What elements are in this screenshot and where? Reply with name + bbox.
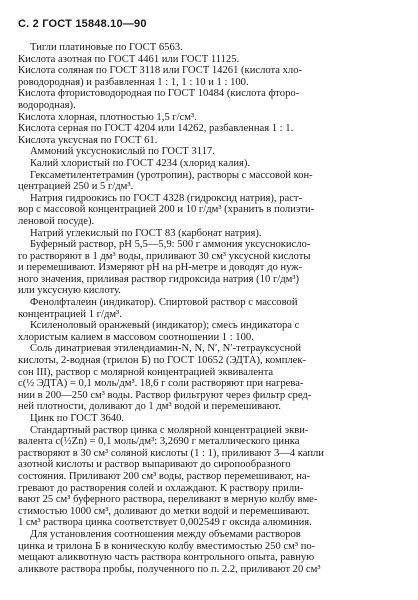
text-line: Для установления соотношения между объемами растворов xyxy=(30,528,301,540)
text-line: кислоты, 2-водная (трилон Б) по ГОСТ 10652 (ЭДТА), комплек- xyxy=(18,355,307,367)
text-line: нии в 200—250 см³ воды. Раствор фильтруют через фильтр сред- xyxy=(18,389,312,401)
text-line: Фенолфталеин (индикатор). Спиртовой раствор с массовой xyxy=(30,297,298,309)
text-line: Стандартный раствор цинка с молярной концентрацией экви- xyxy=(30,424,309,436)
text-line: Кислота азотная по ГОСТ 4461 или ГОСТ 11125. xyxy=(18,53,240,65)
text-line: аликвоте раствора пробы, полученного по п. 2.2, приливают 20 см³ xyxy=(18,563,321,575)
text-line: Кислота уксусная по ГОСТ 61. xyxy=(18,134,158,146)
text-line: Тигли платиновые по ГОСТ 6563. xyxy=(30,42,183,53)
text-line: и перемешивают. Измеряют pH на pH-метре и доводят до нуж- xyxy=(18,262,303,274)
text-line: концентрацией 1 г/дм³. xyxy=(18,308,122,320)
text-line: сон III), раствор с молярной концентрацией эквивалента xyxy=(18,366,274,378)
text-line: хлористым калием в массовом соотношении 1 : 100. xyxy=(18,331,254,343)
text-line: Ксиленоловый оранжевый (индикатор); смесь индикатора с xyxy=(30,320,300,332)
text-line: или уксусную кислоту. xyxy=(18,285,121,297)
text-line: роводородная) и разбавленная 1 : 1, 1 : 10 и 1 : 100. xyxy=(18,76,249,88)
text-line: 1 см³ раствора цинка соответствует 0,002549 г оксида алюминия. xyxy=(18,517,312,529)
text-line: ного значения, приливая раствор гидроксида натрия (10 г/дм³) xyxy=(18,273,300,285)
text-line: азотной кислоты и раствор выпаривают до сиропообразного xyxy=(18,459,291,471)
text-line: го растворяют в 1 дм³ воды, приливают 30 см³ уксусной кислоты xyxy=(18,250,311,262)
document-body xyxy=(18,42,400,575)
text-line: растворяют в 30 см³ соляной кислоты (1 : 1), приливают 3—4 капли xyxy=(18,447,324,459)
text-line: водородная). xyxy=(18,99,76,111)
text-line: ней плотности, доливают до 1 дм³ водой и перемешивают. xyxy=(18,401,281,413)
text-line: мещают аликвотную часть раствора контрольного опыта, равную xyxy=(18,552,315,564)
text-line: c(½ ЭДТА) = 0,1 моль/дм³. 18,6 г соли растворяют при нагрева- xyxy=(18,378,304,390)
text-line: гревают до растворения солей и охлаждают. К раствору прили- xyxy=(18,482,304,494)
text-line: центрацией 250 и 5 г/дм³. xyxy=(18,181,134,193)
text-line: вают 25 см³ буферного раствора, переливают в мерную колбу вме- xyxy=(18,494,318,506)
text-line: вор с массовой концентрацией 200 и 10 г/дм³ (хранить в полиэти- xyxy=(18,204,315,216)
text-line: Калий хлористый по ГОСТ 4234 (хлорид калия). xyxy=(30,157,251,169)
text-line: стимостью 1000 см³, доливают до метки водой и перемешивают. xyxy=(18,505,310,517)
text-line: Натрия гидроокись по ГОСТ 4328 (гидроксид натрия), раст- xyxy=(30,192,303,204)
text-line: Натрий углекислый по ГОСТ 83 (карбонат натрия). xyxy=(30,227,262,239)
text-line: валента c(½Zn) = 0,1 моль/дм³: 3,2690 г металлического цинка xyxy=(18,436,300,448)
text-line: Соль динатриевая этилендиамин-N, N, N′, N′-тетрауксусной xyxy=(30,343,302,355)
text-line: леновой посуде). xyxy=(18,215,95,227)
text-line: Кислота фтористоводородная по ГОСТ 10484 (кислота фторо- xyxy=(18,88,300,100)
page-header: С. 2 ГОСТ 15848.10—90 xyxy=(18,18,147,30)
text-line: Цинк по ГОСТ 3640. xyxy=(30,413,125,424)
text-line: состояния. Приливают 200 см³ воды, раствор перемешивают, на- xyxy=(18,470,311,482)
text-line: Буферный раствор, pH 5,5—5,9: 500 г аммония уксуснокисло- xyxy=(30,239,311,251)
text-line: Аммоний уксуснокислый по ГОСТ 3117. xyxy=(30,146,215,158)
text-line: Кислота серная по ГОСТ 4204 или 14262, разбавленная 1 : 1. xyxy=(18,123,294,135)
text-line: Кислота хлорная, плотностью 1,5 г/см³. xyxy=(18,111,197,123)
text-line: цинка и трилона Б в коническую колбу вместимостью 250 см³ по- xyxy=(18,540,316,552)
text-line: Кислота соляная по ГОСТ 3118 или ГОСТ 14261 (кислота хло- xyxy=(18,65,303,77)
text-line: Гексаметилентетрамин (уротропин), растворы с массовой кон- xyxy=(30,169,313,181)
